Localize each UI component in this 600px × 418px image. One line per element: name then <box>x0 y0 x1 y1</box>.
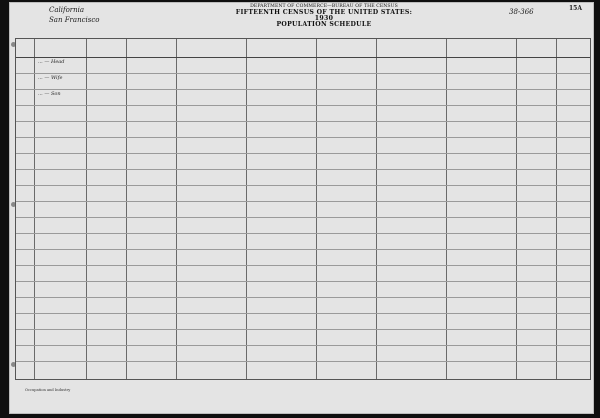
footer-notes: Occupation and Industry <box>25 388 71 392</box>
page-title: FIFTEENTH CENSUS OF THE UNITED STATES: 1930 <box>235 9 413 22</box>
census-table <box>15 38 591 380</box>
county-field: San Francisco <box>49 16 100 24</box>
enumeration-district: 38-366 <box>509 8 534 16</box>
sheet-number: 15A <box>569 5 583 12</box>
printed-top: DEPARTMENT OF COMMERCE—BUREAU OF THE CENSUS <box>250 4 398 9</box>
table-row: ... — Head <box>38 59 65 65</box>
census-sheet <box>9 2 594 414</box>
table-row: ... — Son <box>38 91 61 97</box>
state-field: California <box>49 6 85 14</box>
table-row: ... — Wife <box>38 75 63 81</box>
schedule-title: POPULATION SCHEDULE <box>276 21 372 28</box>
title-block <box>229 4 419 28</box>
